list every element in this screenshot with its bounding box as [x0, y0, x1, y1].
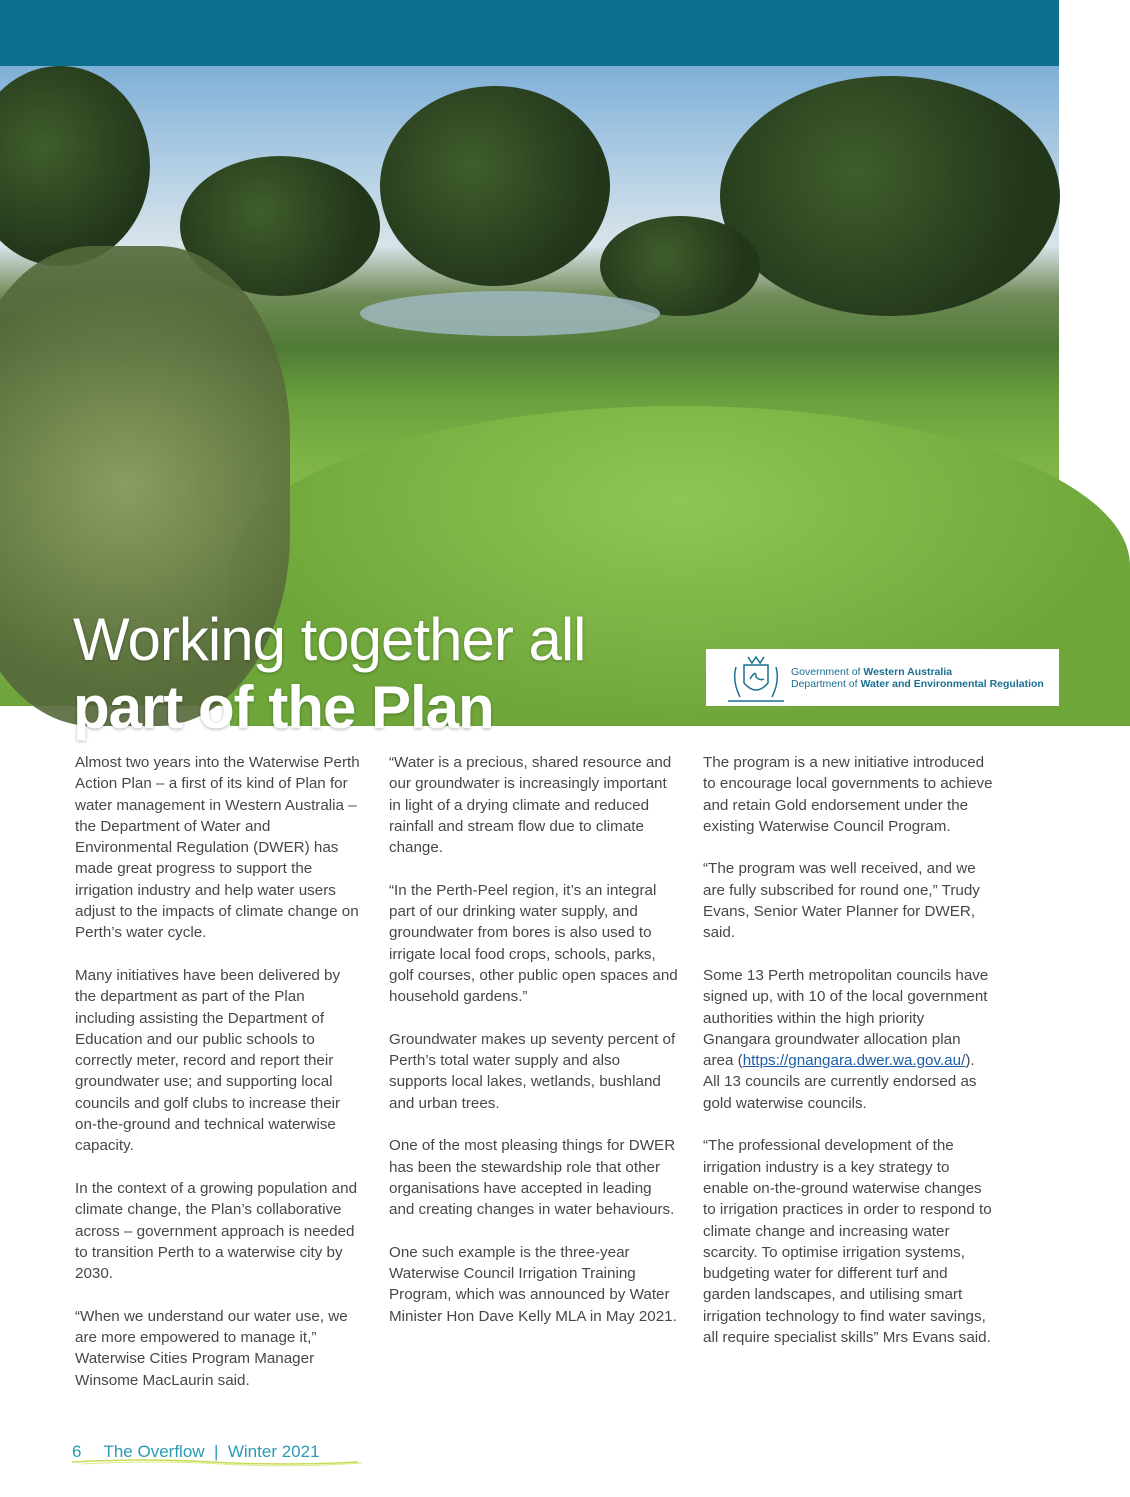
gnangara-link[interactable]: https://gnangara.dwer.wa.gov.au/ — [742, 1052, 966, 1070]
page-number: 6 — [72, 1442, 82, 1461]
logo-text-prefix: Government of — [791, 665, 864, 678]
paragraph: “Water is a precious, shared resource and our groundwater is increasingly important in light of a drying climate and reduced rainfall and stream flow due to climate change. — [389, 754, 672, 857]
paragraph: The program is a new initiative introduced to encourage local governments to achieve and retain Gold endorsement under the existing Waterwise Council Program. — [703, 754, 993, 835]
government-logo — [706, 649, 1059, 706]
page-title — [73, 606, 586, 742]
text: ). All 13 councils are currently endorsed as gold waterwise councils. — [703, 1052, 977, 1112]
header-bar — [0, 0, 1059, 66]
logo-text-prefix: Department of — [791, 677, 861, 690]
paragraph: “The professional development of the irrigation industry is a key strategy to enable on-the-ground waterwise changes to irrigation practices in order to respond to climate change and increasing water scarcity. To optimise irrigation systems, budgeting water for different turf and garden landscapes, and utilising smart irrigation technology to find water savings, all require specialist skills” Mrs Evans said. — [703, 1137, 992, 1347]
wa-crest-icon — [724, 653, 788, 703]
logo-text-state: Western Australia — [863, 665, 953, 678]
title-line-1: Working together all — [73, 606, 586, 673]
logo-text-department: Water and Environmental Regulation — [860, 677, 1044, 690]
paragraph: Many initiatives have been delivered by the department as part of the Plan including assisting the Department of Education and our public schools to correctly meter, record and report their groundwater use; and supporting local councils and golf clubs to increase their on-the-ground and technical waterwise capacity. — [75, 966, 341, 1155]
paragraph: “The program was well received, and we are fully subscribed for round one,” Trudy Evans, Senior Water Planner for DWER, said. — [703, 860, 980, 942]
page-footer — [72, 1442, 362, 1462]
title-line-2: part of the Plan — [73, 674, 494, 741]
golf-course-photo — [0, 66, 1059, 741]
paragraph: “When we understand our water use, we are more empowered to manage it,” Waterwise Cities Program Manager Winsome MacLaurin said. — [75, 1307, 348, 1389]
wave-underline-icon — [72, 1456, 362, 1468]
publication-name: The Overflow | Winter 2021 — [103, 1442, 320, 1461]
article-column-3 — [703, 752, 993, 1370]
paragraph: One of the most pleasing things for DWER has been the stewardship role that other organisations have accepted in leading and creating changes in water behaviours. — [389, 1137, 676, 1219]
paragraph: Groundwater makes up seventy percent of Perth’s total water supply and also supports local lakes, wetlands, bushland and urban trees. — [389, 1030, 676, 1112]
paragraph — [703, 965, 993, 1114]
paragraph: In the context of a growing population and climate change, the Plan’s collaborative across – government approach is needed to transition Perth to a waterwise city by 2030. — [75, 1179, 358, 1283]
paragraph: One such example is the three-year Waterwise Council Irrigation Training Program, which was announced by Water Minister Hon Dave Kelly MLA in May 2021. — [389, 1243, 677, 1325]
text: Some 13 Perth metropolitan councils have signed up, with 10 of the local government authorities within the high priority Gnangara groundwater allocation plan area ( — [703, 966, 989, 1070]
paragraph: “In the Perth-Peel region, it’s an integral part of our drinking water supply, and groundwater from bores is also used to irrigate local food crops, schools, parks, golf courses, other public open spaces and household gardens.” — [389, 881, 678, 1006]
paragraph: Almost two years into the Waterwise Perth Action Plan – a first of its kind of Plan for water management in Western Australia – the Department of Water and Environmental Regulation (DWER) has made great progress to support the irrigation industry and help water users adjust to the impacts of climate change on Perth’s water cycle. — [75, 754, 360, 942]
article-column-1 — [75, 752, 365, 1412]
article-column-2 — [389, 752, 679, 1348]
